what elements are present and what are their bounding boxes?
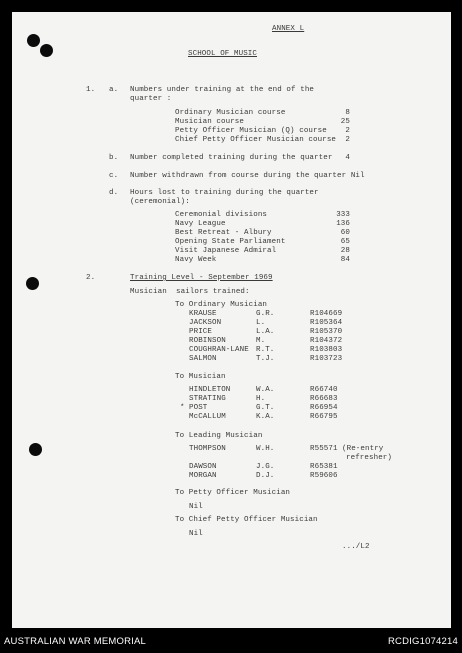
trainee-mark: * [180, 404, 185, 412]
hours-label: Best Retreat - Albury [175, 229, 272, 237]
punch-hole [27, 34, 40, 47]
trainee-name: ROBINSON [189, 337, 226, 345]
trainee-initials: M. [256, 337, 266, 345]
course-value: 25 [340, 118, 350, 126]
hours-label: Navy League [175, 220, 226, 228]
group-value: Nil [189, 503, 203, 511]
trainee-initials: T.J. [256, 355, 275, 363]
group-value: Nil [189, 530, 203, 538]
trainee-number: R66683 [310, 395, 338, 403]
hours-value: 65 [340, 238, 350, 246]
item-text: (ceremonial): [130, 198, 190, 206]
trainee-initials: W.A. [256, 386, 275, 394]
course-label: Chief Petty Officer Musician course [175, 136, 337, 144]
course-label: Ordinary Musician course [175, 109, 286, 117]
item-text: Number completed training during the quarter [130, 154, 333, 162]
punch-hole [29, 443, 42, 456]
group-heading: To Leading Musician [175, 432, 263, 440]
hours-label: Navy Week [175, 256, 217, 264]
section-number: 1. [86, 86, 96, 94]
hours-label: Opening State Parliament [175, 238, 286, 246]
trainee-initials: G.T. [256, 404, 275, 412]
trainee-number: R105370 [310, 328, 343, 336]
group-heading: To Petty Officer Musician [175, 489, 291, 497]
course-label: Petty Officer Musician (Q) course [175, 127, 327, 135]
page-continuation: .../L2 [342, 543, 370, 551]
archive-footer [0, 628, 462, 653]
hours-value: 136 [336, 220, 350, 228]
punch-hole [40, 44, 53, 57]
trainee-number: R104372 [310, 337, 343, 345]
trainee-name: MORGAN [189, 472, 217, 480]
hours-value: 333 [336, 211, 350, 219]
trainee-name: COUGHRAN-LANE [189, 346, 249, 354]
trainee-name: SALMON [189, 355, 217, 363]
item-letter: a. [109, 86, 119, 94]
trainee-number: R66795 [310, 413, 338, 421]
trainee-number: R65381 [310, 463, 338, 471]
hours-label: Visit Japanese Admiral [175, 247, 277, 255]
trainee-number: R103803 [310, 346, 343, 354]
item-text: quarter : [130, 95, 172, 103]
item-letter: d. [109, 189, 119, 197]
footer-id: RCDIG1074214 [388, 636, 458, 647]
trainee-name: HINDLETON [189, 386, 231, 394]
trainee-initials: D.J. [256, 472, 275, 480]
trainee-initials: K.A. [256, 413, 275, 421]
item-value: 4 [345, 154, 350, 162]
trainee-initials: L. [256, 319, 266, 327]
item-text: Hours lost to training during the quarter [130, 189, 319, 197]
trainee-initials: R.T. [256, 346, 275, 354]
trainee-initials: L.A. [256, 328, 275, 336]
hours-value: 28 [340, 247, 350, 255]
trainee-name: DAWSON [189, 463, 217, 471]
trainee-name: PRICE [189, 328, 213, 336]
trainee-number: R59606 [310, 472, 338, 480]
hours-value: 60 [340, 229, 350, 237]
group-heading: To Ordinary Musician [175, 301, 268, 309]
trainee-number: R104669 [310, 310, 343, 318]
section-heading: Training Level - September 1969 [130, 274, 273, 282]
course-value: 2 [345, 136, 350, 144]
annex-label: ANNEX L [272, 25, 305, 33]
course-value: 2 [345, 127, 350, 135]
trainee-number: R105364 [310, 319, 343, 327]
trainee-name: KRAUSE [189, 310, 217, 318]
item-letter: c. [109, 172, 119, 180]
document-page [12, 12, 451, 628]
footer-source: AUSTRALIAN WAR MEMORIAL [4, 636, 147, 647]
trainee-number: R103723 [310, 355, 343, 363]
trainee-name: POST [189, 404, 208, 412]
item-text: Number withdrawn from course during the quarter Nil [130, 172, 365, 180]
hours-label: Ceremonial divisions [175, 211, 268, 219]
trainee-initials: H. [256, 395, 266, 403]
section-number: 2. [86, 274, 96, 282]
group-heading: To Chief Petty Officer Musician [175, 516, 318, 524]
hours-value: 84 [340, 256, 350, 264]
trainee-initials: G.R. [256, 310, 275, 318]
course-label: Musician course [175, 118, 245, 126]
trainee-note: refresher) [346, 454, 393, 462]
course-value: 8 [345, 109, 350, 117]
trainee-name: JACKSON [189, 319, 222, 327]
punch-hole [26, 277, 39, 290]
trainee-note: (Re-entry [342, 445, 384, 453]
trainee-number: R66954 [310, 404, 338, 412]
trainee-initials: W.H. [256, 445, 275, 453]
section-intro: Musician sailors trained: [130, 288, 250, 296]
trainee-name: THOMPSON [189, 445, 226, 453]
trainee-name: McCALLUM [189, 413, 226, 421]
group-heading: To Musician [175, 373, 226, 381]
trainee-initials: J.G. [256, 463, 275, 471]
trainee-name: STRATING [189, 395, 226, 403]
trainee-number: R66740 [310, 386, 338, 394]
item-letter: b. [109, 154, 119, 162]
page-title: SCHOOL OF MUSIC [188, 50, 258, 58]
trainee-number: R55571 [310, 445, 338, 453]
item-text: Numbers under training at the end of the [130, 86, 315, 94]
